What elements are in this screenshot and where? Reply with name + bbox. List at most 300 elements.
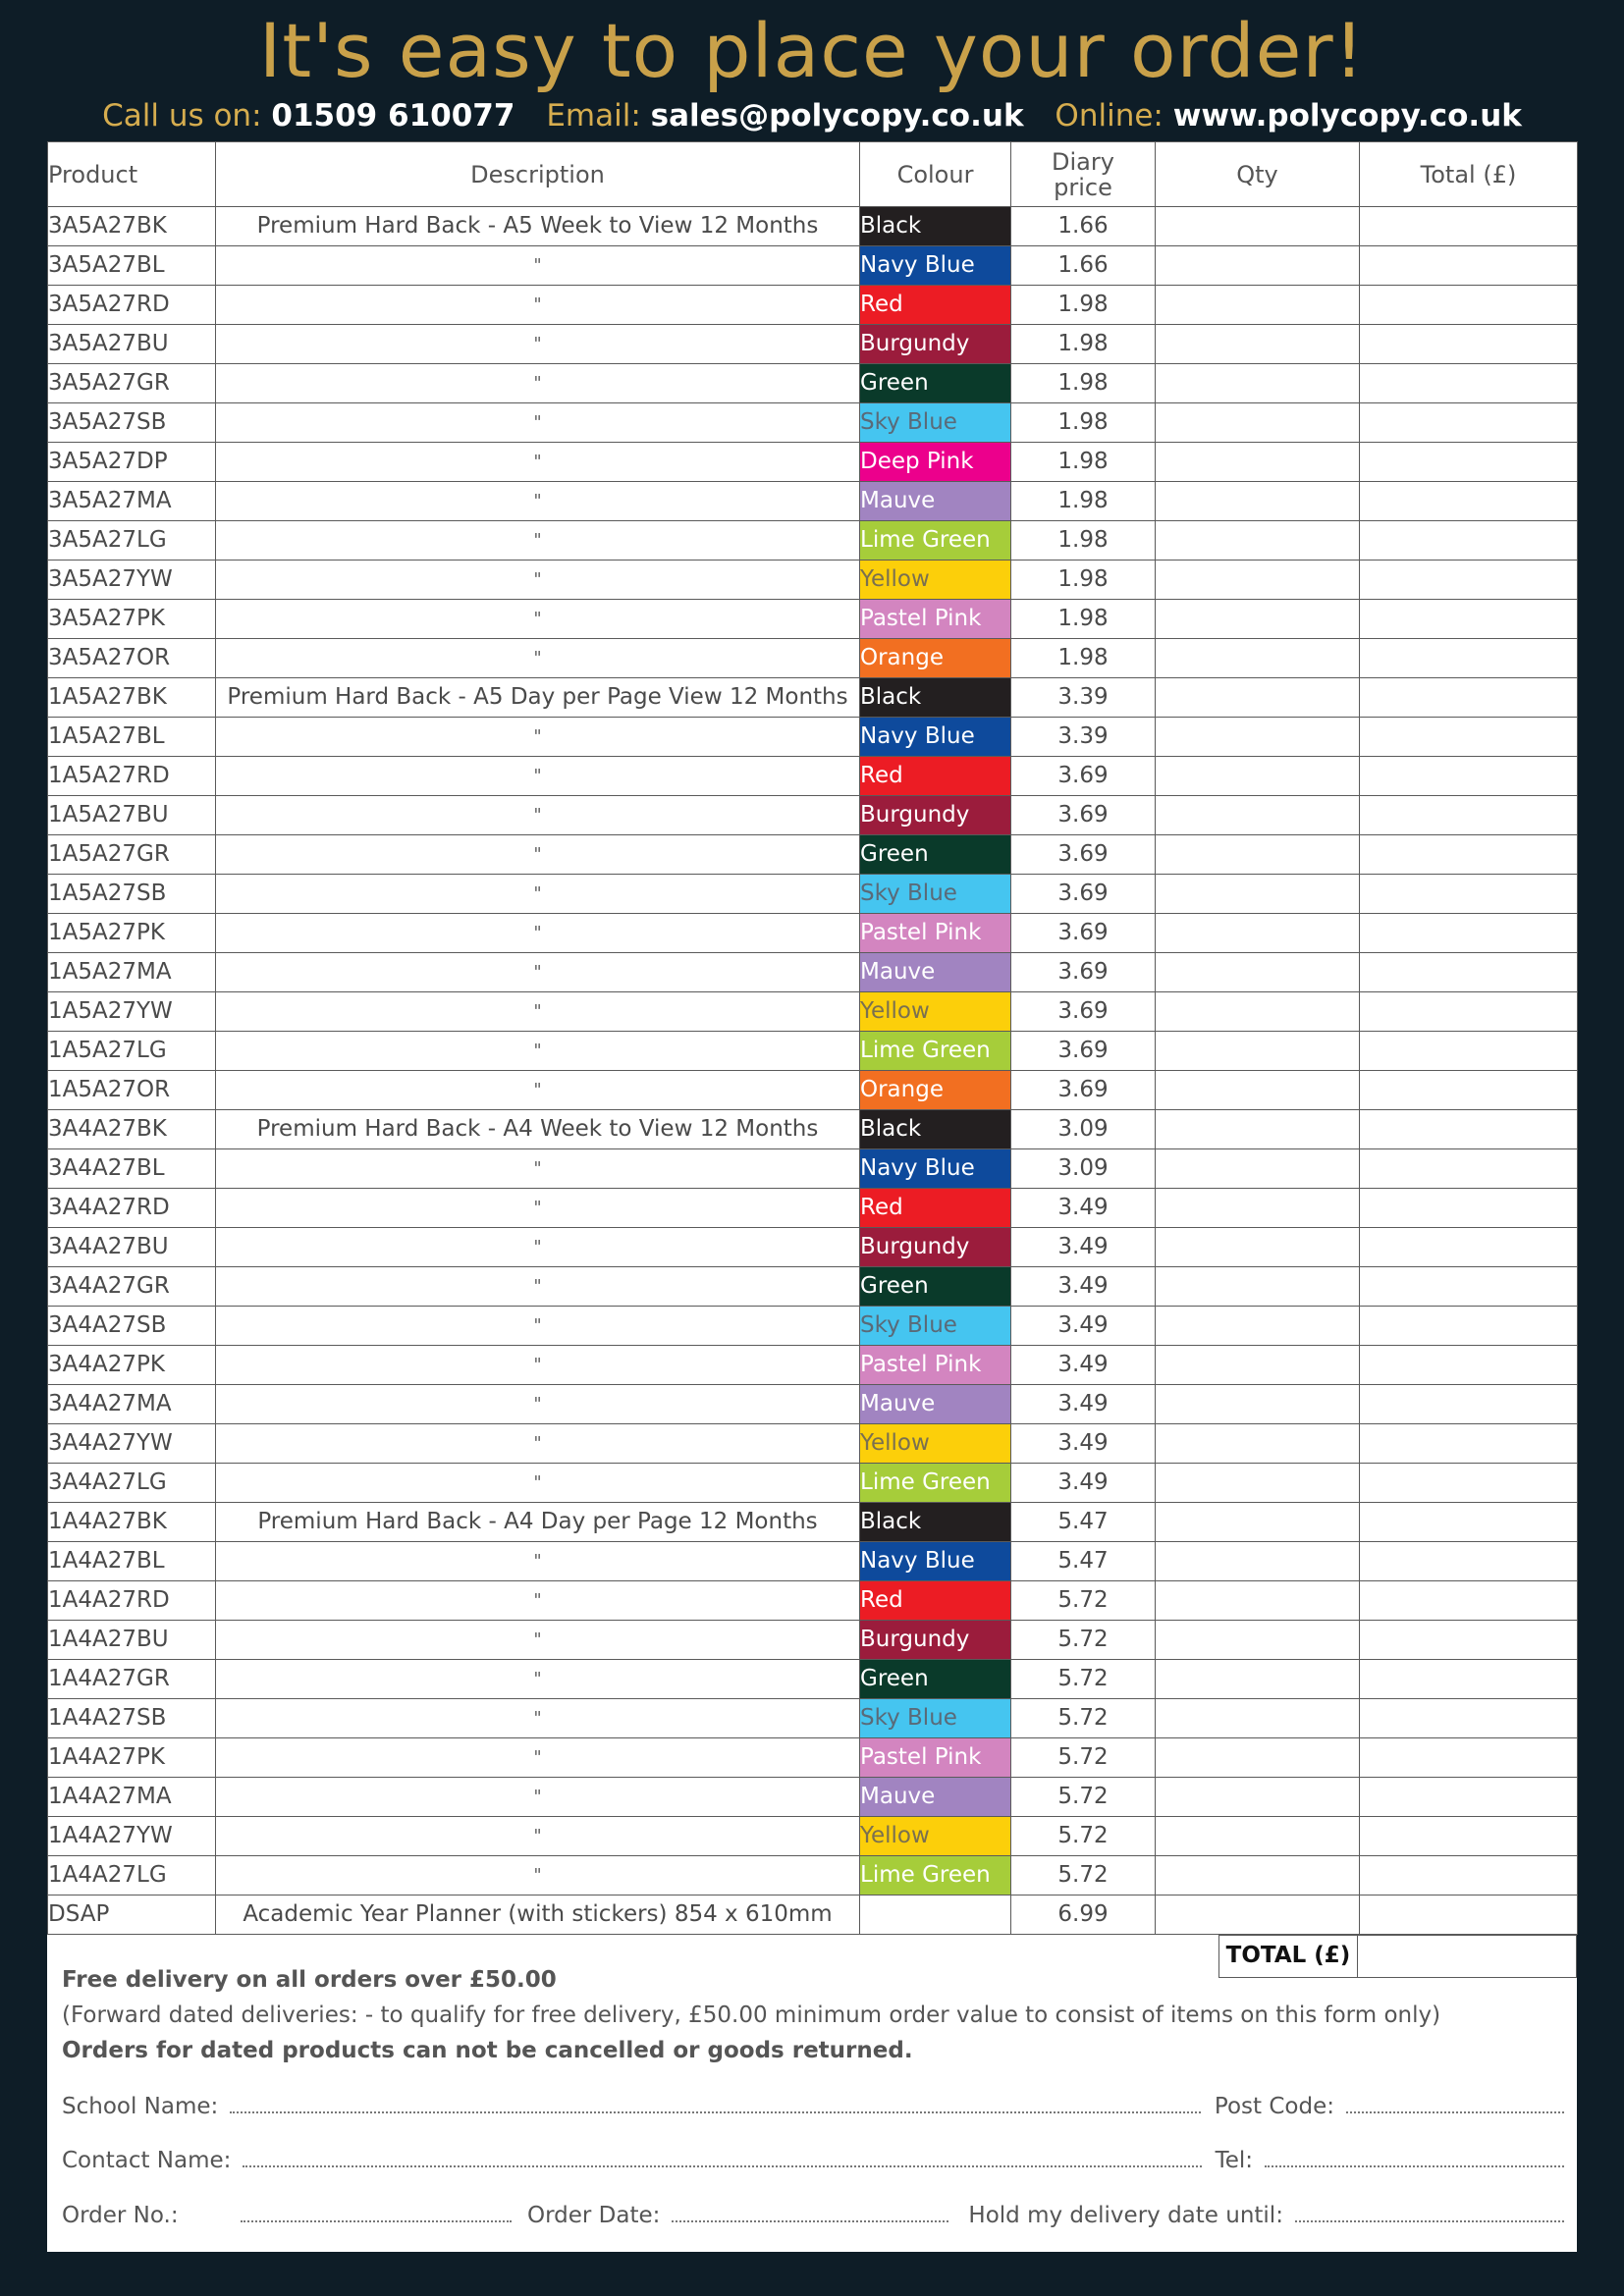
- online-label: Online:: [1055, 98, 1164, 133]
- product-description: ": [216, 1228, 860, 1267]
- line-total-input[interactable]: [1360, 1660, 1578, 1699]
- colour-swatch: Lime Green: [860, 1856, 1011, 1896]
- table-row: [48, 1738, 1578, 1778]
- colour-swatch: Yellow: [860, 561, 1011, 600]
- table-row: [48, 1581, 1578, 1621]
- diary-price: 3.49: [1011, 1464, 1156, 1503]
- diary-price: 3.69: [1011, 1071, 1156, 1110]
- diary-price: 3.69: [1011, 875, 1156, 914]
- header-qty: Qty: [1156, 142, 1360, 207]
- product-code: 3A5A27OR: [48, 639, 216, 678]
- product-description: ": [216, 953, 860, 992]
- product-code: 3A5A27YW: [48, 561, 216, 600]
- product-description: ": [216, 1699, 860, 1738]
- table-row: [48, 953, 1578, 992]
- product-description: ": [216, 835, 860, 875]
- product-code: 3A4A27BU: [48, 1228, 216, 1267]
- colour-swatch: Burgundy: [860, 1228, 1011, 1267]
- diary-price: 5.72: [1011, 1699, 1156, 1738]
- header-diary-price: [1011, 142, 1156, 207]
- product-code: 3A4A27RD: [48, 1189, 216, 1228]
- table-row: [48, 1385, 1578, 1424]
- product-description: ": [216, 246, 860, 286]
- product-code: 1A5A27BU: [48, 796, 216, 835]
- product-code: 3A5A27PK: [48, 600, 216, 639]
- product-description: ": [216, 1856, 860, 1896]
- qty-input[interactable]: [1156, 796, 1360, 835]
- diary-price: 1.98: [1011, 521, 1156, 561]
- colour-swatch: Green: [860, 835, 1011, 875]
- qty-input[interactable]: [1156, 1385, 1360, 1424]
- diary-price: 3.49: [1011, 1346, 1156, 1385]
- diary-price: 1.98: [1011, 286, 1156, 325]
- qty-input[interactable]: [1156, 875, 1360, 914]
- product-description: ": [216, 914, 860, 953]
- qty-input[interactable]: [1156, 1621, 1360, 1660]
- table-row: [48, 325, 1578, 364]
- qty-input[interactable]: [1156, 1778, 1360, 1817]
- line-total-input[interactable]: [1360, 443, 1578, 482]
- qty-input[interactable]: [1156, 364, 1360, 403]
- product-description: ": [216, 443, 860, 482]
- diary-price: 1.66: [1011, 207, 1156, 246]
- product-code: 3A4A27MA: [48, 1385, 216, 1424]
- table-row: [48, 1503, 1578, 1542]
- qty-input[interactable]: [1156, 286, 1360, 325]
- line-total-input[interactable]: [1360, 678, 1578, 718]
- post-code-field[interactable]: [1346, 2098, 1564, 2113]
- colour-swatch: Green: [860, 1267, 1011, 1307]
- line-total-input[interactable]: [1360, 1699, 1578, 1738]
- diary-price: 3.49: [1011, 1385, 1156, 1424]
- product-description: ": [216, 1071, 860, 1110]
- product-description: ": [216, 1346, 860, 1385]
- product-description: ": [216, 1817, 860, 1856]
- diary-price: 5.72: [1011, 1738, 1156, 1778]
- qty-input[interactable]: [1156, 1699, 1360, 1738]
- product-code: 3A5A27MA: [48, 482, 216, 521]
- product-code: 1A4A27BK: [48, 1503, 216, 1542]
- line-total-input[interactable]: [1360, 286, 1578, 325]
- hold-until-label: Hold my delivery date until:: [968, 2203, 1283, 2228]
- product-code: 3A5A27DP: [48, 443, 216, 482]
- order-date-field[interactable]: [672, 2207, 948, 2222]
- diary-price: 1.98: [1011, 639, 1156, 678]
- product-code: 1A4A27BL: [48, 1542, 216, 1581]
- hold-until-field[interactable]: [1295, 2207, 1564, 2222]
- colour-swatch: Black: [860, 1503, 1011, 1542]
- colour-swatch: Sky Blue: [860, 1307, 1011, 1346]
- qty-input[interactable]: [1156, 718, 1360, 757]
- header-total: Total (£): [1360, 142, 1578, 207]
- line-total-input[interactable]: [1360, 521, 1578, 561]
- line-total-input[interactable]: [1360, 718, 1578, 757]
- line-total-input[interactable]: [1360, 796, 1578, 835]
- qty-input[interactable]: [1156, 953, 1360, 992]
- line-total-input[interactable]: [1360, 1621, 1578, 1660]
- qty-input[interactable]: [1156, 992, 1360, 1032]
- table-row: [48, 639, 1578, 678]
- table-row: [48, 1660, 1578, 1699]
- line-total-input[interactable]: [1360, 757, 1578, 796]
- line-total-input[interactable]: [1360, 482, 1578, 521]
- table-row: [48, 1032, 1578, 1071]
- product-description: ": [216, 1778, 860, 1817]
- line-total-input[interactable]: [1360, 914, 1578, 953]
- line-total-input[interactable]: [1360, 1896, 1578, 1935]
- line-total-input[interactable]: [1360, 1346, 1578, 1385]
- product-description: ": [216, 403, 860, 443]
- qty-input[interactable]: [1156, 325, 1360, 364]
- colour-swatch: Sky Blue: [860, 1699, 1011, 1738]
- table-row: [48, 286, 1578, 325]
- table-row: [48, 1817, 1578, 1856]
- qty-input[interactable]: [1156, 561, 1360, 600]
- qty-input[interactable]: [1156, 1110, 1360, 1149]
- line-total-input[interactable]: [1360, 639, 1578, 678]
- qty-input[interactable]: [1156, 1189, 1360, 1228]
- qty-input[interactable]: [1156, 403, 1360, 443]
- line-total-input[interactable]: [1360, 1307, 1578, 1346]
- colour-swatch: Yellow: [860, 1424, 1011, 1464]
- qty-input[interactable]: [1156, 1228, 1360, 1267]
- product-description: ": [216, 1738, 860, 1778]
- qty-input[interactable]: [1156, 1464, 1360, 1503]
- qty-input[interactable]: [1156, 678, 1360, 718]
- product-description: ": [216, 364, 860, 403]
- line-total-input[interactable]: [1360, 1738, 1578, 1778]
- product-code: 1A4A27YW: [48, 1817, 216, 1856]
- table-row: [48, 1856, 1578, 1896]
- colour-swatch: Lime Green: [860, 1464, 1011, 1503]
- line-total-input[interactable]: [1360, 1071, 1578, 1110]
- qty-input[interactable]: [1156, 1817, 1360, 1856]
- product-code: 3A4A27PK: [48, 1346, 216, 1385]
- qty-input[interactable]: [1156, 639, 1360, 678]
- qty-input[interactable]: [1156, 207, 1360, 246]
- line-total-input[interactable]: [1360, 207, 1578, 246]
- product-description: ": [216, 1464, 860, 1503]
- product-description: ": [216, 757, 860, 796]
- order-row: [62, 2189, 1564, 2228]
- diary-price: 5.72: [1011, 1581, 1156, 1621]
- line-total-input[interactable]: [1360, 561, 1578, 600]
- no-cancel-note: Orders for dated products can not be cancelled or goods returned.: [62, 2038, 913, 2063]
- order-date-label: Order Date:: [527, 2203, 661, 2228]
- line-total-input[interactable]: [1360, 364, 1578, 403]
- qty-input[interactable]: [1156, 1581, 1360, 1621]
- diary-price: 5.47: [1011, 1503, 1156, 1542]
- table-row: [48, 1110, 1578, 1149]
- product-description: ": [216, 1581, 860, 1621]
- qty-input[interactable]: [1156, 1032, 1360, 1071]
- line-total-input[interactable]: [1360, 1464, 1578, 1503]
- qty-input[interactable]: [1156, 1071, 1360, 1110]
- email-address[interactable]: sales@polycopy.co.uk: [650, 98, 1024, 133]
- diary-price: 1.66: [1011, 246, 1156, 286]
- diary-price: 5.72: [1011, 1817, 1156, 1856]
- header-price-line2: price: [1054, 173, 1112, 201]
- product-code: 3A4A27GR: [48, 1267, 216, 1307]
- line-total-input[interactable]: [1360, 835, 1578, 875]
- contact-bar: [0, 94, 1624, 137]
- qty-input[interactable]: [1156, 246, 1360, 286]
- line-total-input[interactable]: [1360, 1228, 1578, 1267]
- line-total-input[interactable]: [1360, 1032, 1578, 1071]
- contact-name-field[interactable]: [243, 2152, 1201, 2167]
- line-total-input[interactable]: [1360, 1149, 1578, 1189]
- product-description: ": [216, 639, 860, 678]
- product-code: 3A4A27LG: [48, 1464, 216, 1503]
- qty-input[interactable]: [1156, 1267, 1360, 1307]
- tel-field[interactable]: [1265, 2152, 1564, 2167]
- school-row: [62, 2080, 1564, 2119]
- product-code: 1A4A27RD: [48, 1581, 216, 1621]
- colour-swatch: Sky Blue: [860, 403, 1011, 443]
- colour-swatch: Navy Blue: [860, 1149, 1011, 1189]
- colour-swatch: Navy Blue: [860, 1542, 1011, 1581]
- website-link[interactable]: www.polycopy.co.uk: [1172, 98, 1522, 133]
- qty-input[interactable]: [1156, 443, 1360, 482]
- table-row: [48, 796, 1578, 835]
- qty-input[interactable]: [1156, 1424, 1360, 1464]
- product-description: Premium Hard Back - A5 Week to View 12 Months: [216, 207, 860, 246]
- qty-input[interactable]: [1156, 1660, 1360, 1699]
- product-description: ": [216, 1149, 860, 1189]
- qty-input[interactable]: [1156, 1738, 1360, 1778]
- line-total-input[interactable]: [1360, 1817, 1578, 1856]
- colour-swatch: Burgundy: [860, 1621, 1011, 1660]
- product-description: ": [216, 796, 860, 835]
- product-description: Premium Hard Back - A5 Day per Page View 12 Months: [216, 678, 860, 718]
- qty-input[interactable]: [1156, 1542, 1360, 1581]
- diary-price: 5.47: [1011, 1542, 1156, 1581]
- table-row: [48, 678, 1578, 718]
- qty-input[interactable]: [1156, 482, 1360, 521]
- colour-swatch: Mauve: [860, 953, 1011, 992]
- product-code: 1A4A27PK: [48, 1738, 216, 1778]
- line-total-input[interactable]: [1360, 403, 1578, 443]
- line-total-input[interactable]: [1360, 875, 1578, 914]
- qty-input[interactable]: [1156, 757, 1360, 796]
- order-no-label: Order No.:: [62, 2203, 179, 2228]
- table-row: [48, 1307, 1578, 1346]
- colour-swatch: Red: [860, 1581, 1011, 1621]
- qty-input[interactable]: [1156, 521, 1360, 561]
- qty-input[interactable]: [1156, 835, 1360, 875]
- colour-swatch: Deep Pink: [860, 443, 1011, 482]
- line-total-input[interactable]: [1360, 600, 1578, 639]
- qty-input[interactable]: [1156, 1503, 1360, 1542]
- table-row: [48, 1699, 1578, 1738]
- colour-swatch: [860, 1896, 1011, 1935]
- product-description: ": [216, 521, 860, 561]
- colour-swatch: Navy Blue: [860, 718, 1011, 757]
- product-description: ": [216, 992, 860, 1032]
- product-code: 3A4A27YW: [48, 1424, 216, 1464]
- delivery-notes: [62, 1962, 1535, 2068]
- tel-label: Tel:: [1215, 2148, 1253, 2173]
- line-total-input[interactable]: [1360, 953, 1578, 992]
- colour-swatch: Mauve: [860, 482, 1011, 521]
- colour-swatch: Lime Green: [860, 1032, 1011, 1071]
- line-total-input[interactable]: [1360, 1778, 1578, 1817]
- order-table: [47, 141, 1578, 1935]
- product-code: 1A4A27LG: [48, 1856, 216, 1896]
- line-total-input[interactable]: [1360, 1542, 1578, 1581]
- diary-price: 3.49: [1011, 1267, 1156, 1307]
- qty-input[interactable]: [1156, 914, 1360, 953]
- diary-price: 1.98: [1011, 364, 1156, 403]
- colour-swatch: Red: [860, 757, 1011, 796]
- table-row: [48, 835, 1578, 875]
- colour-swatch: Red: [860, 286, 1011, 325]
- qty-input[interactable]: [1156, 600, 1360, 639]
- colour-swatch: Green: [860, 1660, 1011, 1699]
- qty-input[interactable]: [1156, 1856, 1360, 1896]
- colour-swatch: Burgundy: [860, 325, 1011, 364]
- colour-swatch: Black: [860, 678, 1011, 718]
- product-code: 3A4A27BK: [48, 1110, 216, 1149]
- line-total-input[interactable]: [1360, 325, 1578, 364]
- table-row: [48, 992, 1578, 1032]
- product-code: 1A4A27GR: [48, 1660, 216, 1699]
- line-total-input[interactable]: [1360, 992, 1578, 1032]
- product-description: ": [216, 1032, 860, 1071]
- product-code: 1A4A27MA: [48, 1778, 216, 1817]
- contact-name-label: Contact Name:: [62, 2148, 232, 2173]
- diary-price: 3.69: [1011, 1032, 1156, 1071]
- free-delivery-note: Free delivery on all orders over £50.00: [62, 1967, 557, 1993]
- line-total-input[interactable]: [1360, 1856, 1578, 1896]
- phone-label: Call us on:: [102, 98, 262, 133]
- product-description: ": [216, 1660, 860, 1699]
- product-description: ": [216, 1307, 860, 1346]
- order-table-body: [48, 207, 1578, 1935]
- table-row: [48, 914, 1578, 953]
- table-row: [48, 1149, 1578, 1189]
- diary-price: 1.98: [1011, 600, 1156, 639]
- order-no-field[interactable]: [241, 2207, 512, 2222]
- order-form-sheet: [47, 141, 1577, 2252]
- diary-price: 3.69: [1011, 757, 1156, 796]
- product-description: ": [216, 1542, 860, 1581]
- table-row: [48, 875, 1578, 914]
- diary-price: 3.09: [1011, 1110, 1156, 1149]
- header-product: Product: [48, 142, 216, 207]
- diary-price: 3.09: [1011, 1149, 1156, 1189]
- forward-dated-note: (Forward dated deliveries: - to qualify for free delivery, £50.00 minimum order value to consist of items on this form only): [62, 2002, 1441, 2028]
- product-description: ": [216, 875, 860, 914]
- product-code: 3A5A27RD: [48, 286, 216, 325]
- header-description: Description: [216, 142, 860, 207]
- qty-input[interactable]: [1156, 1346, 1360, 1385]
- line-total-input[interactable]: [1360, 1581, 1578, 1621]
- product-code: 3A5A27SB: [48, 403, 216, 443]
- diary-price: 6.99: [1011, 1896, 1156, 1935]
- colour-swatch: Lime Green: [860, 521, 1011, 561]
- table-row: [48, 207, 1578, 246]
- product-description: ": [216, 1385, 860, 1424]
- colour-swatch: Burgundy: [860, 796, 1011, 835]
- colour-swatch: Black: [860, 207, 1011, 246]
- product-description: ": [216, 286, 860, 325]
- product-code: 1A5A27MA: [48, 953, 216, 992]
- product-description: Academic Year Planner (with stickers) 854 x 610mm: [216, 1896, 860, 1935]
- diary-price: 1.98: [1011, 403, 1156, 443]
- line-total-input[interactable]: [1360, 246, 1578, 286]
- product-code: 1A4A27BU: [48, 1621, 216, 1660]
- table-row: [48, 482, 1578, 521]
- diary-price: 3.49: [1011, 1228, 1156, 1267]
- product-description: ": [216, 482, 860, 521]
- product-code: 1A5A27SB: [48, 875, 216, 914]
- product-code: 1A5A27YW: [48, 992, 216, 1032]
- colour-swatch: Mauve: [860, 1385, 1011, 1424]
- colour-swatch: Pastel Pink: [860, 1346, 1011, 1385]
- product-code: 1A5A27OR: [48, 1071, 216, 1110]
- table-row: [48, 443, 1578, 482]
- product-code: 3A4A27SB: [48, 1307, 216, 1346]
- table-row: [48, 1778, 1578, 1817]
- table-row: [48, 1267, 1578, 1307]
- product-code: 1A4A27SB: [48, 1699, 216, 1738]
- colour-swatch: Yellow: [860, 992, 1011, 1032]
- product-code: 1A5A27RD: [48, 757, 216, 796]
- line-total-input[interactable]: [1360, 1267, 1578, 1307]
- colour-swatch: Pastel Pink: [860, 600, 1011, 639]
- header-colour: Colour: [860, 142, 1011, 207]
- table-row: [48, 1346, 1578, 1385]
- colour-swatch: Pastel Pink: [860, 1738, 1011, 1778]
- diary-price: 5.72: [1011, 1660, 1156, 1699]
- post-code-label: Post Code:: [1214, 2094, 1334, 2119]
- school-name-field[interactable]: [230, 2098, 1201, 2113]
- line-total-input[interactable]: [1360, 1189, 1578, 1228]
- line-total-input[interactable]: [1360, 1110, 1578, 1149]
- qty-input[interactable]: [1156, 1307, 1360, 1346]
- line-total-input[interactable]: [1360, 1503, 1578, 1542]
- product-code: 1A5A27BL: [48, 718, 216, 757]
- diary-price: 3.69: [1011, 992, 1156, 1032]
- diary-price: 3.69: [1011, 835, 1156, 875]
- colour-swatch: Black: [860, 1110, 1011, 1149]
- table-row: [48, 1424, 1578, 1464]
- line-total-input[interactable]: [1360, 1424, 1578, 1464]
- table-row: [48, 1189, 1578, 1228]
- diary-price: 5.72: [1011, 1856, 1156, 1896]
- table-row: [48, 1228, 1578, 1267]
- product-code: 3A4A27BL: [48, 1149, 216, 1189]
- diary-price: 5.72: [1011, 1778, 1156, 1817]
- product-code: 1A5A27PK: [48, 914, 216, 953]
- product-code: 3A5A27GR: [48, 364, 216, 403]
- colour-swatch: Red: [860, 1189, 1011, 1228]
- product-description: ": [216, 1424, 860, 1464]
- product-code: 3A5A27BK: [48, 207, 216, 246]
- product-description: ": [216, 718, 860, 757]
- phone-number[interactable]: 01509 610077: [271, 98, 515, 133]
- table-row: [48, 561, 1578, 600]
- qty-input[interactable]: [1156, 1149, 1360, 1189]
- table-row: [48, 1542, 1578, 1581]
- line-total-input[interactable]: [1360, 1385, 1578, 1424]
- product-code: 1A5A27GR: [48, 835, 216, 875]
- colour-swatch: Pastel Pink: [860, 914, 1011, 953]
- qty-input[interactable]: [1156, 1896, 1360, 1935]
- diary-price: 3.69: [1011, 914, 1156, 953]
- grand-total-label: TOTAL (£): [1219, 1936, 1358, 1977]
